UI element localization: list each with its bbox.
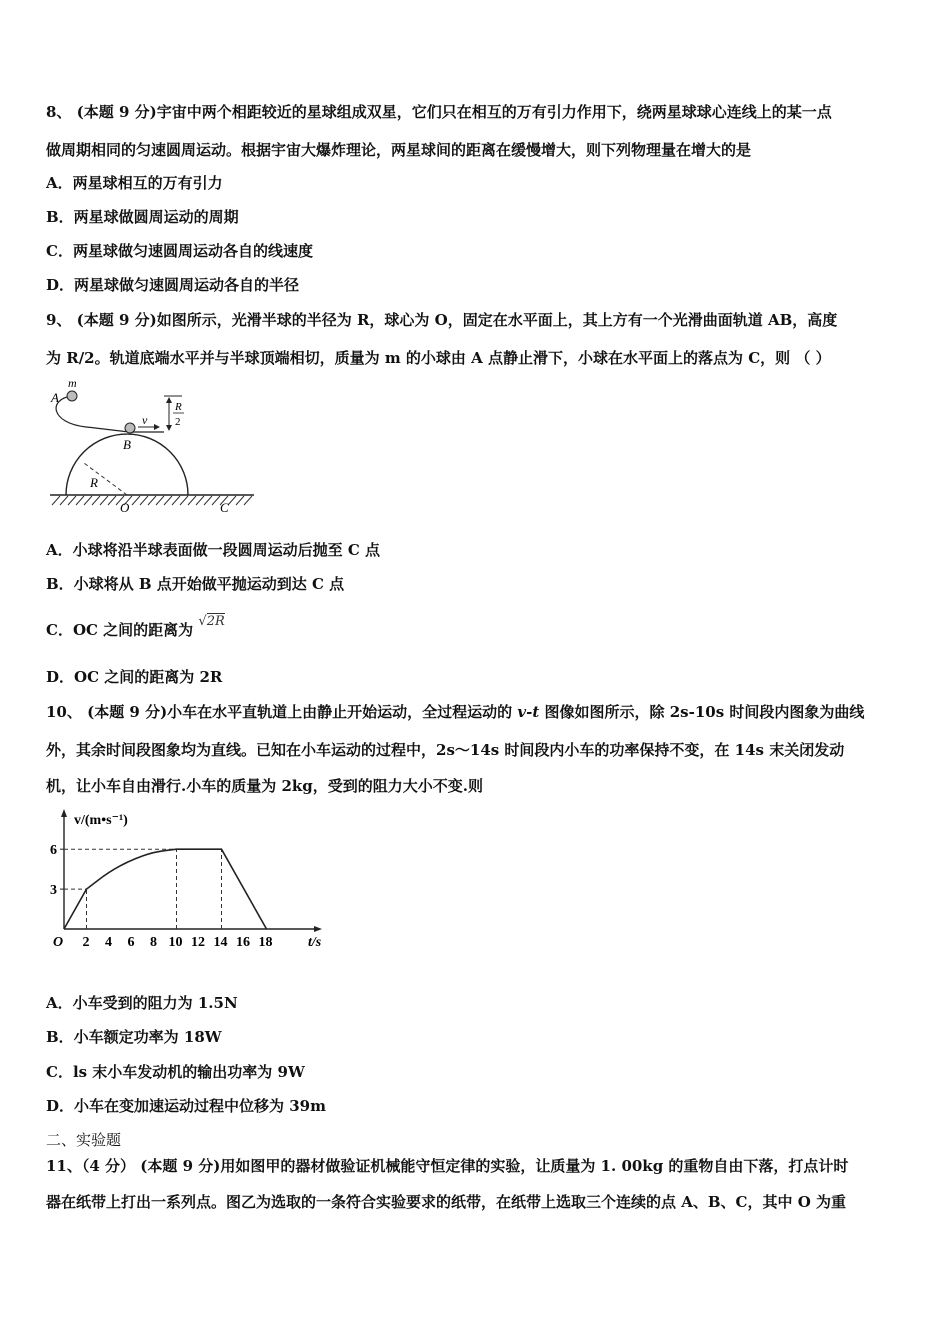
q8-option-c: C．两星球做匀速圆周运动各自的线速度 [46, 242, 313, 260]
label-v: v [142, 413, 148, 427]
label-b: B [123, 437, 131, 452]
q8-option-a: A．两星球相互的万有引力 [46, 174, 223, 192]
q8-line-1: 8、 (本题 9 分)宇宙中两个相距较近的星球组成双星，它们只在相互的万有引力作用下，绕两星球球心连线上的某一点 [46, 103, 832, 121]
x-axis-label: t/s [308, 935, 322, 950]
x-tick-14: 14 [213, 935, 228, 950]
label-a: A [51, 390, 59, 405]
q9-option-c [46, 614, 225, 642]
x-tick-16: 16 [236, 935, 250, 950]
y-tick-3: 3 [50, 883, 57, 899]
q9-line-2: 为 R/2。轨道底端水平并与半球顶端相切，质量为 m 的小球由 A 点静止滑下，小球在水平面上的落点为 C，则 （ ） [46, 349, 831, 367]
q8-option-d: D．两星球做匀速圆周运动各自的半径 [46, 276, 300, 294]
label-r: R [90, 475, 98, 490]
label-r-numerator: R [175, 401, 182, 413]
q10-option-d: D．小车在变加速运动过程中位移为 39m [46, 1097, 326, 1115]
velocity-arrow-head [154, 424, 160, 430]
x-tick-8: 8 [150, 935, 157, 950]
q10-line-1-pre: 10、 (本题 9 分)小车在水平直轨道上由静止开始运动，全过程运动的 [46, 703, 518, 721]
sqrt-body: 2R [206, 614, 225, 629]
q8-option-b: B．两星球做圆周运动的周期 [46, 208, 239, 226]
vt-chart [46, 803, 346, 953]
label-r-denominator: 2 [175, 416, 181, 428]
hemisphere-figure [46, 375, 258, 515]
x-tick-6: 6 [127, 935, 135, 950]
y-tick-6: 6 [50, 843, 57, 859]
q9-option-a: A．小球将沿半球表面做一段圆周运动后抛至 C 点 [46, 541, 381, 559]
q9-option-b: B．小球将从 B 点开始做平抛运动到达 C 点 [46, 575, 345, 593]
q9-line-1: 9、 (本题 9 分)如图所示，光滑半球的半径为 R，球心为 O，固定在水平面上，其上方有一个光滑曲面轨道 AB，高度 [46, 311, 838, 329]
height-arrow-head-bottom [166, 425, 172, 431]
ball-at-b [125, 423, 135, 433]
q10-line-2: 外，其余时间段图象均为直线。已知在小车运动的过程中，2s～14s 时间段内小车的功率保持不变，在 14s 末关闭发动 [46, 741, 845, 759]
q10-option-b: B．小车额定功率为 18W [46, 1028, 222, 1046]
q10-option-c: C．ls 末小车发动机的输出功率为 9W [46, 1063, 305, 1081]
q10-line-1-post: 图像如图所示，除 2s-10s 时间段内图象为曲线 [539, 703, 865, 721]
series-line-0 [64, 849, 267, 929]
sqrt-formula [198, 614, 224, 629]
q11-line-1: 11、（4 分） (本题 9 分)用如图甲的器材做验证机械能守恒定律的实验，让质量为 1. 00kg 的重物自由下落，打点计时 [46, 1157, 849, 1175]
section-title: 二、实验题 [46, 1131, 122, 1149]
q10-line-1-vt: v-t [517, 703, 540, 721]
q9-option-c-text: C．OC 之间的距离为 [46, 621, 194, 639]
q10-option-a: A．小车受到的阻力为 1.5N [46, 994, 238, 1012]
label-c: C [220, 500, 229, 515]
label-o: O [120, 500, 130, 515]
ball-at-a [67, 391, 77, 401]
y-axis-label: v/(m•s⁻¹) [74, 813, 128, 828]
q11-line-2: 器在纸带上打出一系列点。图乙为选取的一条符合实验要求的纸带，在纸带上选取三个连续的点 A、B、C，其中 O 为重 [46, 1193, 846, 1211]
x-tick-2: 2 [82, 935, 90, 950]
height-arrow-head-top [166, 397, 172, 403]
y-axis-arrow [61, 809, 67, 817]
x-axis-arrow [314, 926, 322, 932]
x-tick-18: 18 [258, 935, 273, 950]
q8-line-2: 做周期相同的匀速圆周运动。根据宇宙大爆炸理论，两星球间的距离在缓慢增大，则下列物理量在增大的是 [46, 141, 752, 159]
x-tick-4: 4 [105, 935, 112, 950]
label-m: m [68, 376, 77, 390]
x-tick-10: 10 [168, 935, 183, 950]
q9-option-d: D．OC 之间的距离为 2R [46, 668, 223, 686]
x-tick-12: 12 [191, 935, 205, 950]
origin-label: O [53, 935, 64, 950]
sqrt-radical: √ [198, 614, 207, 629]
q10-line-3: 机，让小车自由滑行.小车的质量为 2kg，受到的阻力大小不变.则 [46, 777, 483, 795]
q10-line-1 [46, 702, 864, 722]
